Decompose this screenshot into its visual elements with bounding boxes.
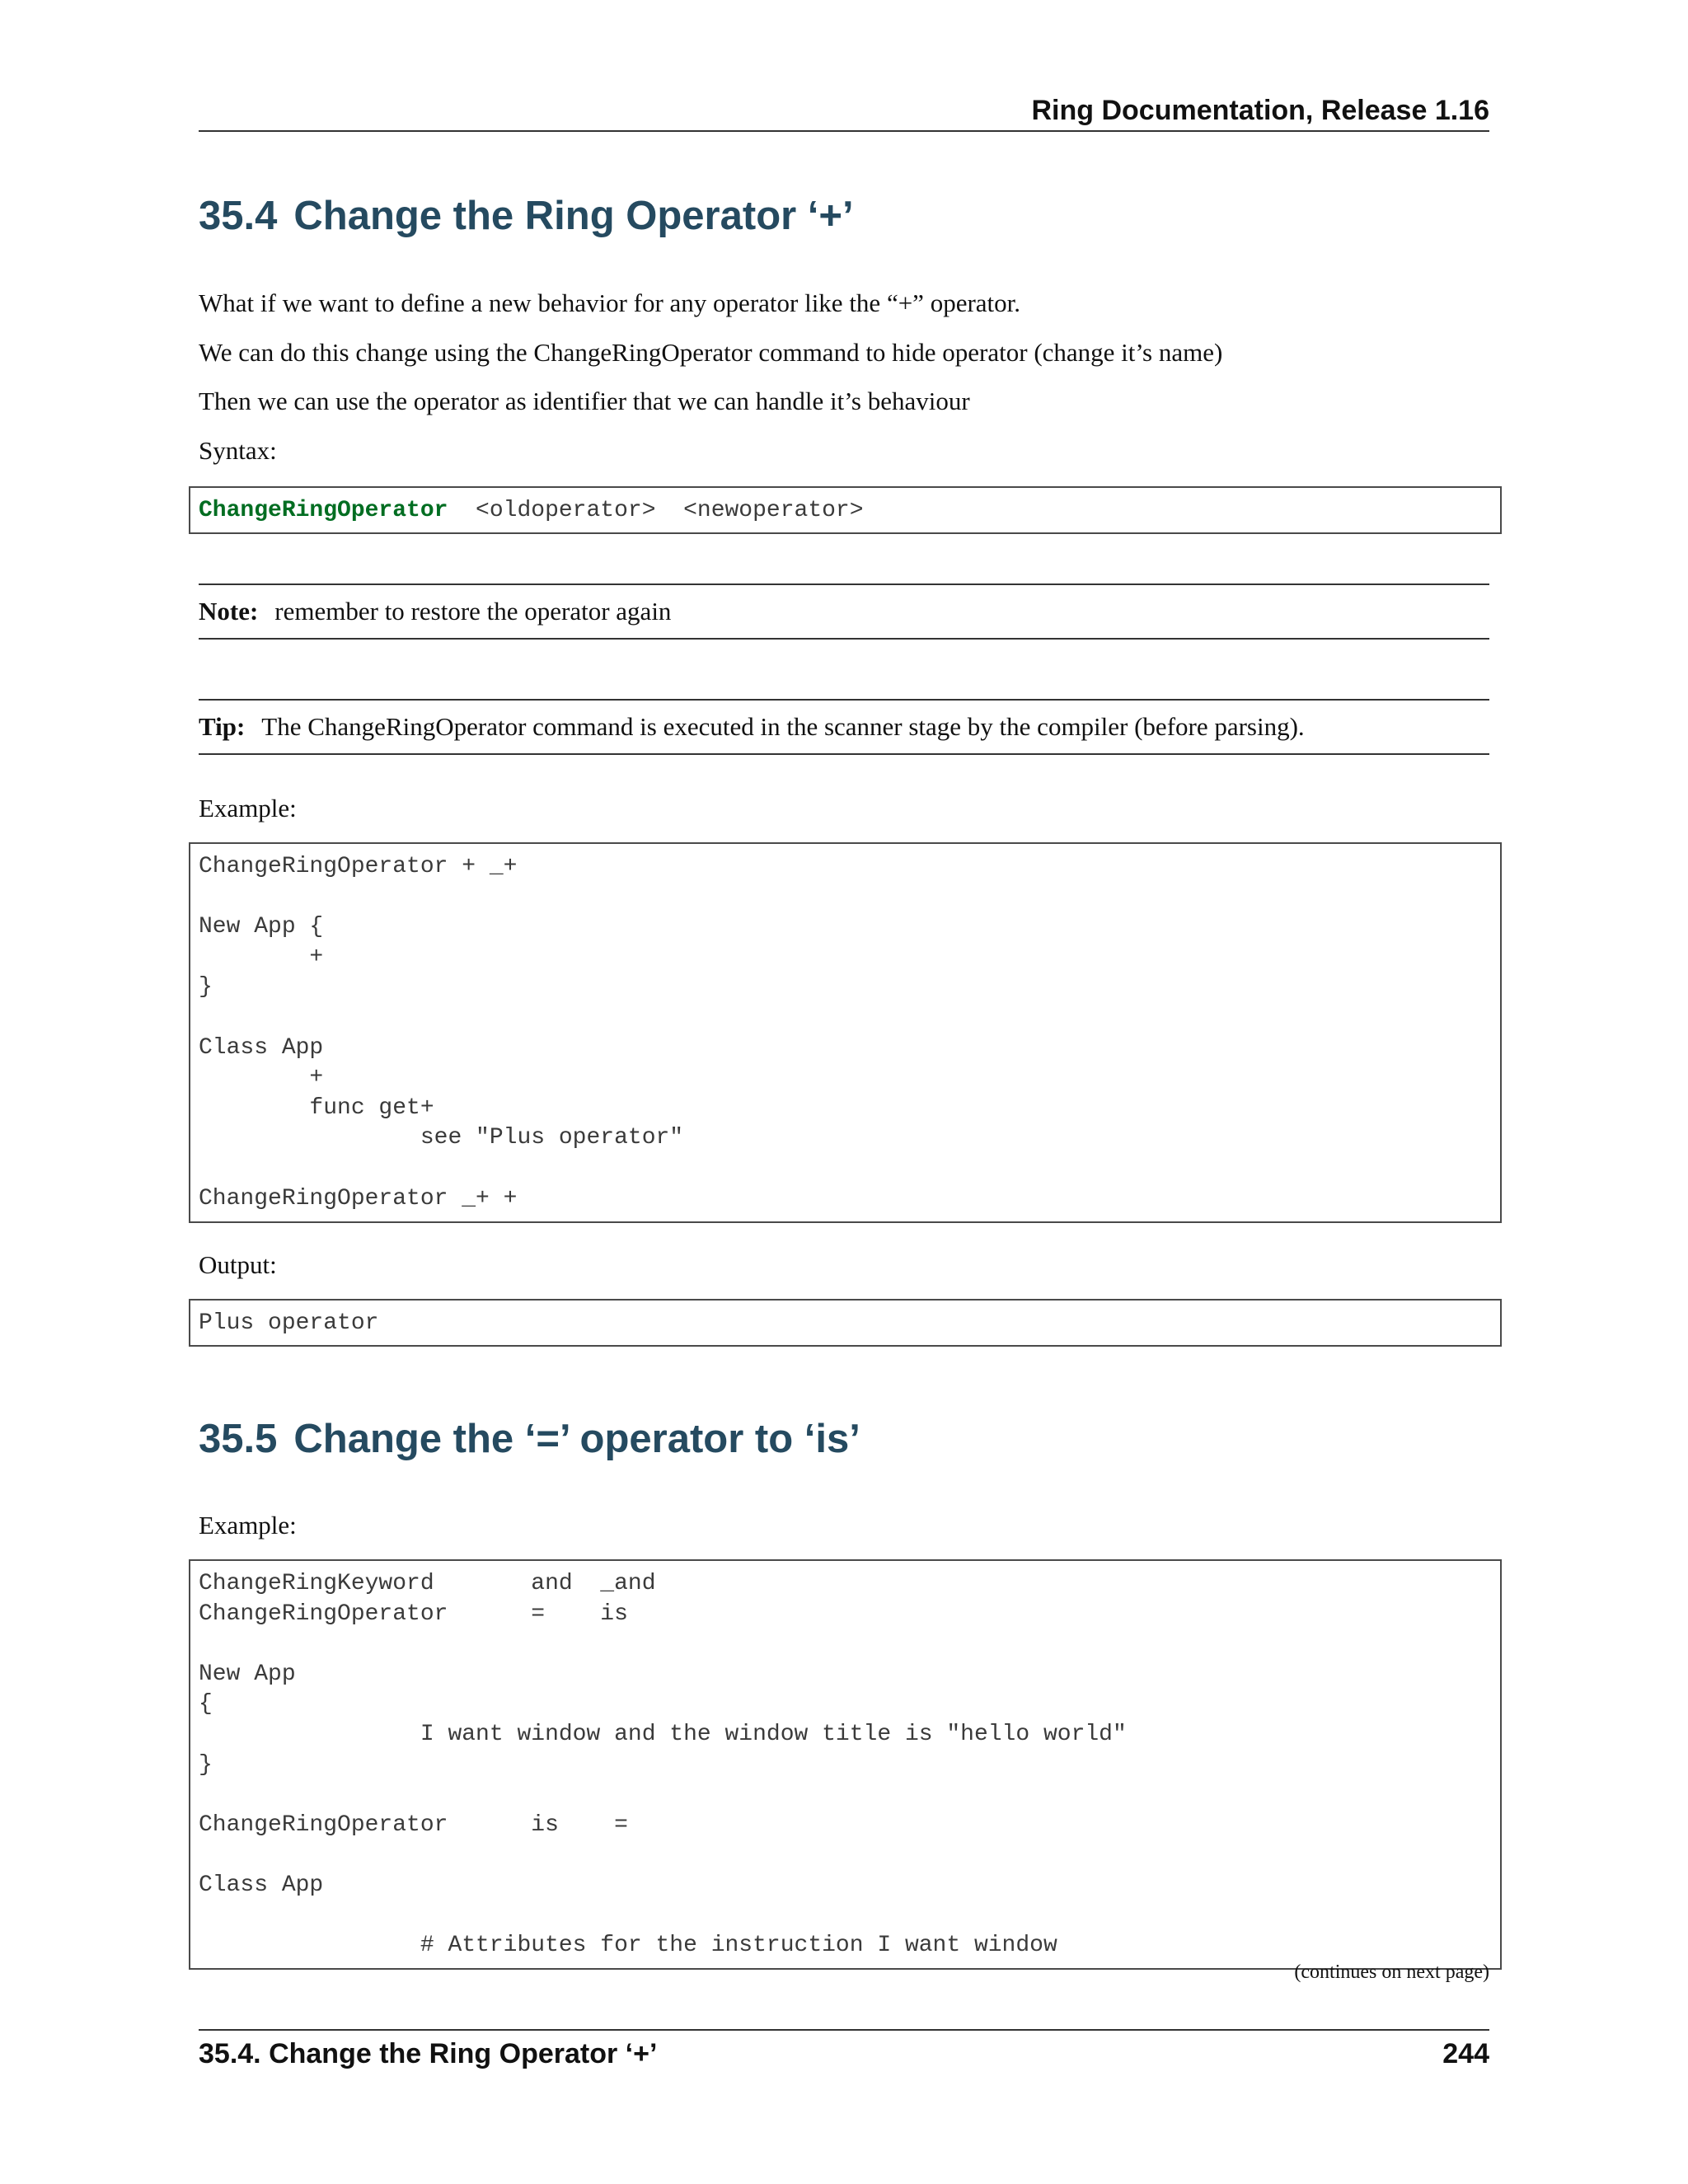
note-text: remember to restore the operator again — [274, 597, 672, 626]
section-heading-35-5 — [199, 1414, 860, 1464]
syntax-label: Syntax: — [199, 436, 277, 465]
paragraph-identifier: Then we can use the operator as identifier that we can handle it’s behaviour — [199, 387, 970, 415]
example-code-2: ChangeRingKeyword and _and ChangeRingOperator = is New App { I want window and the window title is "hello world" } ChangeRingOperator is = Class App # Attributes for the instruction I want window — [199, 1571, 1127, 1959]
paragraph-intro: What if we want to define a new behavior for any operator like the “+” operator. — [199, 288, 1021, 317]
header-rule — [199, 130, 1489, 132]
section-title: Change the ‘=’ operator to ‘is’ — [293, 1417, 860, 1461]
note-label: Note: — [199, 597, 259, 626]
section-title: Change the Ring Operator ‘+’ — [293, 194, 854, 238]
example-code-block-2 — [189, 1559, 1502, 1970]
footer-section-ref: 35.4. Change the Ring Operator ‘+’ — [199, 2038, 658, 2069]
output-label: Output: — [199, 1250, 277, 1279]
section-heading-35-4 — [199, 191, 854, 241]
tip-label: Tip: — [199, 712, 246, 741]
example-code-block — [189, 842, 1502, 1223]
paragraph-change: We can do this change using the ChangeRingOperator command to hide operator (change it’s name) — [199, 338, 1223, 367]
section-number: 35.5 — [199, 1417, 278, 1461]
example-label: Example: — [199, 794, 297, 823]
example-code: ChangeRingOperator + _+ New App { + } Class App + func get+ see "Plus operator" ChangeRingOperator _+ + — [199, 854, 684, 1212]
tip-admonition — [199, 699, 1489, 755]
example-label: Example: — [199, 1511, 297, 1540]
running-header: Ring Documentation, Release 1.16 — [1031, 95, 1489, 126]
footer-rule — [199, 2029, 1489, 2031]
tip-text: The ChangeRingOperator command is executed in the scanner stage by the compiler (before parsing). — [261, 712, 1305, 741]
syntax-args: <oldoperator> <newoperator> — [448, 498, 864, 523]
syntax-code-block — [189, 486, 1502, 534]
syntax-keyword: ChangeRingOperator — [199, 498, 448, 523]
continues-note: (continues on next page) — [1294, 1961, 1489, 1983]
section-number: 35.4 — [199, 194, 278, 238]
note-admonition — [199, 583, 1489, 640]
footer-page-number: 244 — [1442, 2038, 1489, 2069]
output-code: Plus operator — [199, 1310, 379, 1336]
output-code-block — [189, 1299, 1502, 1347]
